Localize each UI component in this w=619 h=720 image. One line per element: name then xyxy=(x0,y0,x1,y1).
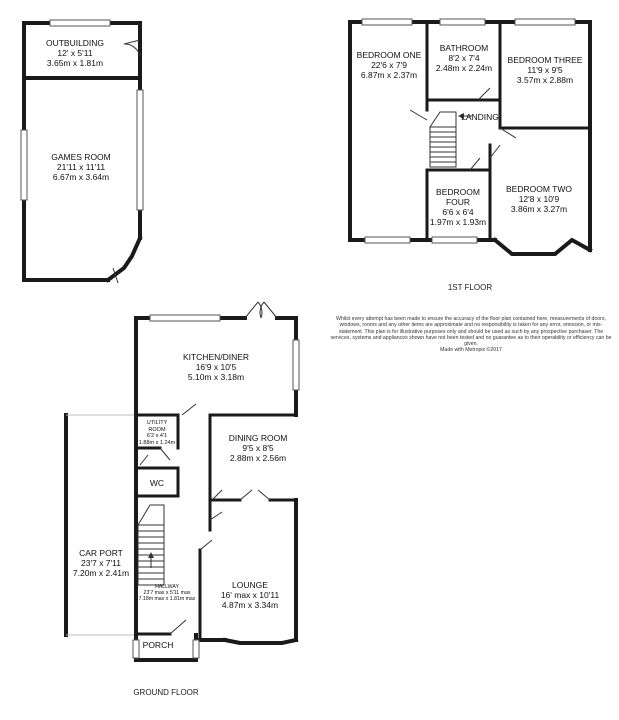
utility-dim-imperial: 6'2 x 4'1 xyxy=(146,433,168,439)
bathroom-title: BATHROOM xyxy=(439,43,489,53)
made-with-credit: Made with Metropix ©2017 xyxy=(440,347,502,354)
first-floor-caption: 1ST FLOOR xyxy=(447,283,493,292)
bedroom-three-dim-metric: 3.57m x 2.88m xyxy=(516,75,574,85)
utility-label xyxy=(139,420,175,446)
car-port-dim-imperial: 23'7 x 7'11 xyxy=(81,558,121,568)
wc-title: WC xyxy=(149,478,165,488)
bedroom-three-title: BEDROOM THREE xyxy=(507,55,583,65)
wc-label xyxy=(150,478,164,488)
bedroom-four-dim-metric: 1.97m x 1.93m xyxy=(429,217,487,227)
lounge-dim-imperial: 16' max x 10'11 xyxy=(220,590,280,600)
hallway-dim-imperial: 23'7 max x 5'11 max xyxy=(143,590,191,597)
landing-label xyxy=(461,112,499,122)
bedroom-one-dim-metric: 6.87m x 2.37m xyxy=(360,70,418,80)
bedroom-two-label xyxy=(506,184,572,214)
lounge-title: LOUNGE xyxy=(232,580,268,590)
kitchen-dim-metric: 5.10m x 3.18m xyxy=(187,372,245,382)
kitchen-title: KITCHEN/DINER xyxy=(182,352,250,362)
lounge-label xyxy=(221,580,279,610)
bathroom-dim-imperial: 8'2 x 7'4 xyxy=(448,53,480,63)
games-room-dim-metric: 6.67m x 3.64m xyxy=(52,172,110,182)
utility-title-1: UTILITY xyxy=(146,420,168,426)
disclaimer-text xyxy=(330,316,612,354)
bedroom-four-title-2: FOUR xyxy=(445,197,471,207)
bedroom-three-dim-imperial: 11'9 x 9'5 xyxy=(527,65,563,75)
dining-room-label xyxy=(229,433,288,463)
games-room-label xyxy=(51,152,111,182)
bedroom-one-label xyxy=(357,50,422,80)
bedroom-four-dim-imperial: 6'6 x 6'4 xyxy=(442,207,474,217)
car-port-dim-metric: 7.20m x 2.41m xyxy=(72,568,130,578)
bedroom-four-title-1: BEDROOM xyxy=(436,187,480,197)
outbuilding-label xyxy=(46,38,104,68)
outbuilding-dim-imperial: 12' x 5'11 xyxy=(57,48,93,58)
bedroom-two-title: BEDROOM TWO xyxy=(506,184,572,194)
dining-room-title: DINING ROOM xyxy=(228,433,288,443)
bedroom-two-dim-metric: 3.86m x 3.27m xyxy=(510,204,568,214)
utility-dim-metric: 1.88m x 1.24m xyxy=(138,439,176,446)
outbuilding-title: OUTBUILDING xyxy=(45,38,105,48)
kitchen-label xyxy=(183,352,249,382)
games-room-dim-imperial: 21'11 x 11'11 xyxy=(56,162,106,172)
landing-title: LANDING xyxy=(461,112,499,122)
bedroom-two-dim-imperial: 12'8 x 10'9 xyxy=(518,194,560,204)
bedroom-four-label xyxy=(430,187,486,227)
games-room-title: GAMES ROOM xyxy=(51,152,111,162)
hallway-dim-metric: 7.18m max x 1.81m max xyxy=(138,596,196,603)
dining-room-dim-metric: 2.88m x 2.56m xyxy=(229,453,287,463)
bathroom-dim-metric: 2.48m x 2.24m xyxy=(435,63,493,73)
bathroom-label xyxy=(436,43,492,73)
dining-room-dim-imperial: 9'5 x 8'5 xyxy=(242,443,274,453)
porch-label xyxy=(143,640,174,650)
bedroom-three-label xyxy=(508,55,583,85)
bedroom-one-dim-imperial: 22'6 x 7'9 xyxy=(371,60,407,70)
hallway-label xyxy=(139,584,196,603)
porch-title: PORCH xyxy=(142,640,174,650)
utility-title-2: ROOM xyxy=(148,426,166,433)
disclaimer-body: Whilst every attempt has been made to ensure the accuracy of the floor plan contained here, measurements of doors, windows, rooms and any other items are approximate and no responsibility is taken for any error, omission, or mis-statement. This plan is for illustrative purposes only and should be used as such by any prospective purchaser. The services, systems and appliances shown have not been tested and no guarantee as to their operability or efficiency can be given. xyxy=(330,316,612,348)
outbuilding-dim-metric: 3.65m x 1.81m xyxy=(46,58,104,68)
kitchen-dim-imperial: 16'9 x 10'5 xyxy=(195,362,237,372)
bedroom-one-title: BEDROOM ONE xyxy=(356,50,422,60)
car-port-label xyxy=(73,548,129,578)
ground-floor-caption: GROUND FLOOR xyxy=(133,688,199,697)
lounge-dim-metric: 4.87m x 3.34m xyxy=(221,600,279,610)
hallway-title: HALLWAY xyxy=(155,584,179,590)
car-port-title: CAR PORT xyxy=(79,548,123,558)
